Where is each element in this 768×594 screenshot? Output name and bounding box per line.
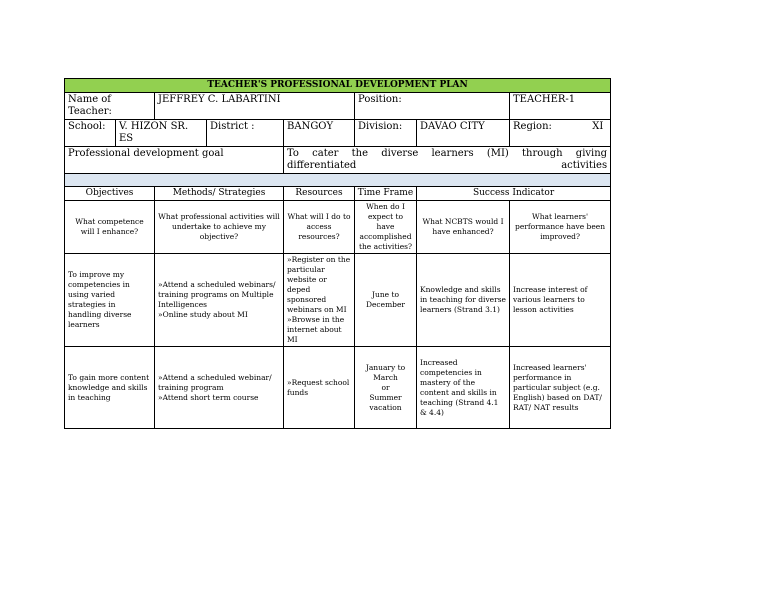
development-plan-table — [64, 78, 611, 429]
development-plan-document — [64, 78, 610, 429]
subheader-competence: What competence will I enhance? — [65, 201, 155, 254]
name-label: Name of Teacher: — [65, 93, 155, 120]
row2-ncbts: Increased competencies in mastery of the content and skills in teaching (Strand 4.1 & 4.4) — [417, 347, 510, 429]
goal-value: To cater the diverse learners (MI) through giving differentiated activities — [284, 147, 611, 174]
position-value: TEACHER-1 — [510, 93, 611, 120]
col-objectives: Objectives — [65, 187, 155, 201]
row2-methods: »Attend a scheduled webinar/ training program »Attend short term course — [155, 347, 284, 429]
row1-methods: »Attend a scheduled webinars/ training programs on Multiple Intelligences »Online study about MI — [155, 254, 284, 347]
division-label: Division: — [355, 120, 417, 147]
subheader-resources: What will I do to access resources? — [284, 201, 355, 254]
district-value: BANGOY — [284, 120, 355, 147]
section-divider — [65, 174, 611, 187]
subheader-time: When do I expect to have accomplished the activities? — [355, 201, 417, 254]
row1-time-frame: June to December — [355, 254, 417, 347]
school-label: School: — [65, 120, 116, 147]
row1-resources: »Register on the particular website or deped sponsored webinars on MI »Browse in the internet about MI — [284, 254, 355, 347]
row2-objective: To gain more content knowledge and skills in teaching — [65, 347, 155, 429]
row2-resources: »Request school funds — [284, 347, 355, 429]
subheader-ncbts: What NCBTS would I have enhanced? — [417, 201, 510, 254]
row1-learners: Increase interest of various learners to lesson activities — [510, 254, 611, 347]
school-value: V. HIZON SR. ES — [116, 120, 207, 147]
region-label: Region: — [513, 121, 552, 132]
col-success-indicator: Success Indicator — [417, 187, 611, 201]
col-methods: Methods/ Strategies — [155, 187, 284, 201]
row1-objective: To improve my competencies in using varied strategies in handling diverse learners — [65, 254, 155, 347]
col-resources: Resources — [284, 187, 355, 201]
district-label: District : — [207, 120, 284, 147]
region-value: XI — [592, 121, 604, 132]
row2-time-frame: January to March or Summer vacation — [355, 347, 417, 429]
position-label: Position: — [355, 93, 510, 120]
col-time-frame: Time Frame — [355, 187, 417, 201]
subheader-learners: What learners' performance have been improved? — [510, 201, 611, 254]
row2-learners: Increased learners' performance in particular subject (e.g. English) based on DAT/ RAT/ NAT results — [510, 347, 611, 429]
region-block — [510, 120, 611, 147]
division-value: DAVAO CITY — [417, 120, 510, 147]
document-title: TEACHER'S PROFESSIONAL DEVELOPMENT PLAN — [65, 79, 611, 93]
goal-label: Professional development goal — [65, 147, 284, 174]
row1-ncbts: Knowledge and skills in teaching for diverse learners (Strand 3.1) — [417, 254, 510, 347]
subheader-activities: What professional activities will undertake to achieve my objective? — [155, 201, 284, 254]
name-value: JEFFREY C. LABARTINI — [155, 93, 355, 120]
